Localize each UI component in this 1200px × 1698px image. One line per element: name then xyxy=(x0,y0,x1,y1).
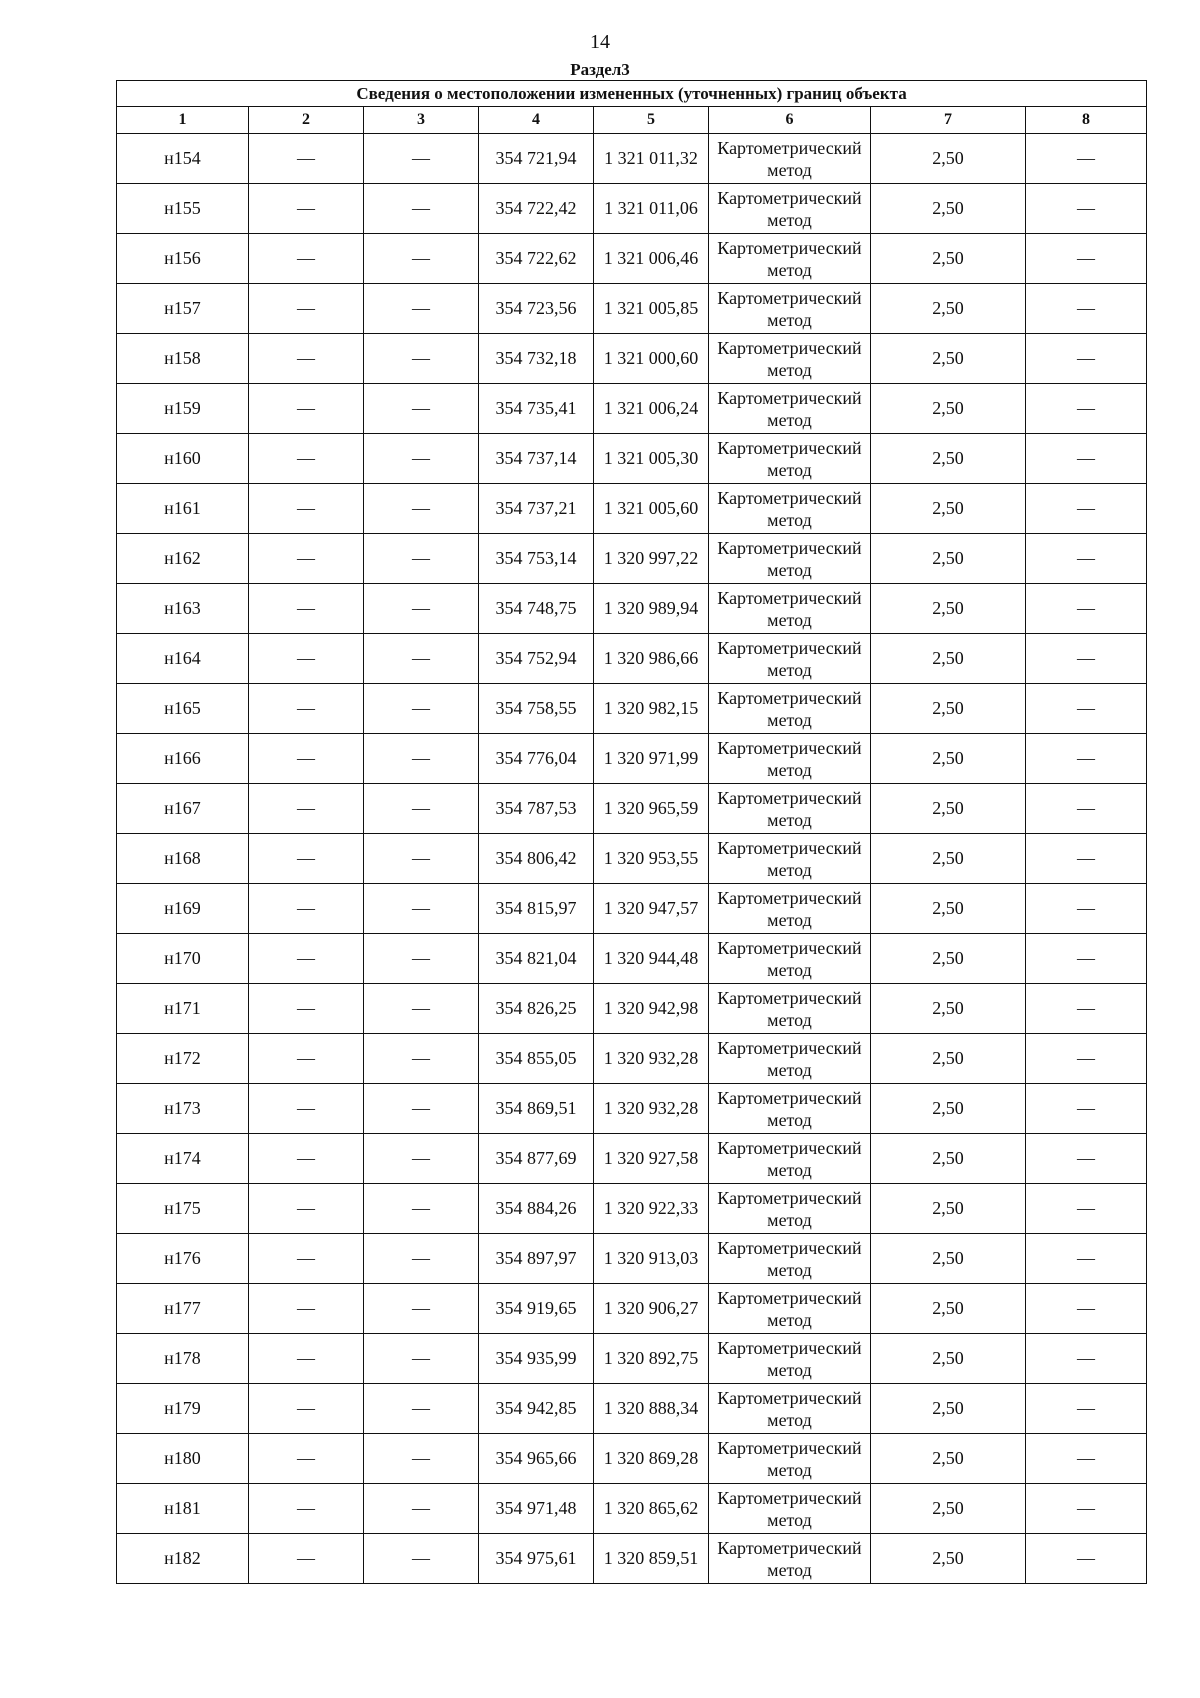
cell-col8: — xyxy=(1026,1534,1147,1584)
coordinate-x: 354 806,42 xyxy=(479,834,594,884)
point-number: н158 xyxy=(117,334,249,384)
cell-col2: — xyxy=(249,334,364,384)
accuracy: 2,50 xyxy=(871,1434,1026,1484)
cell-col3: — xyxy=(364,184,479,234)
cell-col8: — xyxy=(1026,734,1147,784)
coordinate-y: 1 321 005,60 xyxy=(594,484,709,534)
column-number-7: 7 xyxy=(871,107,1026,134)
cell-col2: — xyxy=(249,634,364,684)
table-row xyxy=(117,1084,1147,1134)
column-number-3: 3 xyxy=(364,107,479,134)
table-row xyxy=(117,1134,1147,1184)
accuracy: 2,50 xyxy=(871,1334,1026,1384)
point-number: н181 xyxy=(117,1484,249,1534)
cell-col8: — xyxy=(1026,334,1147,384)
accuracy: 2,50 xyxy=(871,684,1026,734)
coordinate-y: 1 320 922,33 xyxy=(594,1184,709,1234)
coordinate-y: 1 320 944,48 xyxy=(594,934,709,984)
cell-col3: — xyxy=(364,384,479,434)
cell-col2: — xyxy=(249,1534,364,1584)
cell-col8: — xyxy=(1026,184,1147,234)
method: Картометрический метод xyxy=(709,1184,871,1234)
coordinate-x: 354 919,65 xyxy=(479,1284,594,1334)
point-number: н174 xyxy=(117,1134,249,1184)
coordinate-y: 1 320 986,66 xyxy=(594,634,709,684)
table-row xyxy=(117,484,1147,534)
method: Картометрический метод xyxy=(709,1434,871,1484)
cell-col2: — xyxy=(249,1184,364,1234)
point-number: н157 xyxy=(117,284,249,334)
cell-col3: — xyxy=(364,234,479,284)
point-number: н182 xyxy=(117,1534,249,1584)
method: Картометрический метод xyxy=(709,1234,871,1284)
cell-col8: — xyxy=(1026,634,1147,684)
point-number: н176 xyxy=(117,1234,249,1284)
table-row xyxy=(117,884,1147,934)
column-number-6: 6 xyxy=(709,107,871,134)
table-row xyxy=(117,1484,1147,1534)
table-row xyxy=(117,234,1147,284)
coordinate-x: 354 732,18 xyxy=(479,334,594,384)
table-row xyxy=(117,1534,1147,1584)
method: Картометрический метод xyxy=(709,1134,871,1184)
cell-col2: — xyxy=(249,934,364,984)
coordinate-y: 1 320 865,62 xyxy=(594,1484,709,1534)
cell-col8: — xyxy=(1026,1134,1147,1184)
coordinate-y: 1 321 011,06 xyxy=(594,184,709,234)
coordinate-y: 1 321 011,32 xyxy=(594,134,709,184)
method: Картометрический метод xyxy=(709,584,871,634)
cell-col3: — xyxy=(364,284,479,334)
cell-col2: — xyxy=(249,1334,364,1384)
cell-col8: — xyxy=(1026,1184,1147,1234)
coordinate-y: 1 320 997,22 xyxy=(594,534,709,584)
cell-col2: — xyxy=(249,284,364,334)
cell-col8: — xyxy=(1026,984,1147,1034)
point-number: н154 xyxy=(117,134,249,184)
accuracy: 2,50 xyxy=(871,1384,1026,1434)
coordinate-y: 1 321 005,30 xyxy=(594,434,709,484)
method: Картометрический метод xyxy=(709,934,871,984)
column-number-row xyxy=(117,107,1147,134)
cell-col3: — xyxy=(364,1484,479,1534)
coordinate-y: 1 320 965,59 xyxy=(594,784,709,834)
cell-col2: — xyxy=(249,834,364,884)
accuracy: 2,50 xyxy=(871,1084,1026,1134)
coordinate-y: 1 320 982,15 xyxy=(594,684,709,734)
table-row xyxy=(117,584,1147,634)
coordinate-x: 354 935,99 xyxy=(479,1334,594,1384)
point-number: н167 xyxy=(117,784,249,834)
point-number: н155 xyxy=(117,184,249,234)
cell-col8: — xyxy=(1026,1484,1147,1534)
cell-col2: — xyxy=(249,784,364,834)
cell-col2: — xyxy=(249,1134,364,1184)
point-number: н177 xyxy=(117,1284,249,1334)
table-row xyxy=(117,1234,1147,1284)
coordinate-y: 1 320 932,28 xyxy=(594,1034,709,1084)
column-number-8: 8 xyxy=(1026,107,1147,134)
cell-col2: — xyxy=(249,1234,364,1284)
coordinate-x: 354 753,14 xyxy=(479,534,594,584)
table-row xyxy=(117,834,1147,884)
column-number-5: 5 xyxy=(594,107,709,134)
coordinate-x: 354 735,41 xyxy=(479,384,594,434)
cell-col3: — xyxy=(364,334,479,384)
cell-col8: — xyxy=(1026,584,1147,634)
cell-col3: — xyxy=(364,1034,479,1084)
method: Картометрический метод xyxy=(709,284,871,334)
table-row xyxy=(117,1334,1147,1384)
cell-col2: — xyxy=(249,984,364,1034)
method: Картометрический метод xyxy=(709,884,871,934)
coordinate-y: 1 320 906,27 xyxy=(594,1284,709,1334)
cell-col2: — xyxy=(249,734,364,784)
accuracy: 2,50 xyxy=(871,334,1026,384)
accuracy: 2,50 xyxy=(871,434,1026,484)
cell-col3: — xyxy=(364,1084,479,1134)
cell-col3: — xyxy=(364,834,479,884)
point-number: н169 xyxy=(117,884,249,934)
cell-col3: — xyxy=(364,1534,479,1584)
cell-col2: — xyxy=(249,184,364,234)
table-row xyxy=(117,1434,1147,1484)
coordinate-x: 354 787,53 xyxy=(479,784,594,834)
cell-col3: — xyxy=(364,784,479,834)
cell-col8: — xyxy=(1026,884,1147,934)
cell-col2: — xyxy=(249,1434,364,1484)
cell-col3: — xyxy=(364,884,479,934)
accuracy: 2,50 xyxy=(871,584,1026,634)
cell-col2: — xyxy=(249,484,364,534)
cell-col2: — xyxy=(249,384,364,434)
coordinate-x: 354 722,62 xyxy=(479,234,594,284)
page-number: 14 xyxy=(590,31,610,53)
point-number: н166 xyxy=(117,734,249,784)
cell-col8: — xyxy=(1026,1334,1147,1384)
point-number: н173 xyxy=(117,1084,249,1134)
cell-col8: — xyxy=(1026,384,1147,434)
table-row xyxy=(117,434,1147,484)
coordinate-x: 354 748,75 xyxy=(479,584,594,634)
method: Картометрический метод xyxy=(709,134,871,184)
method: Картометрический метод xyxy=(709,1284,871,1334)
cell-col3: — xyxy=(364,584,479,634)
cell-col2: — xyxy=(249,1084,364,1134)
cell-col8: — xyxy=(1026,784,1147,834)
coordinate-y: 1 321 006,24 xyxy=(594,384,709,434)
cell-col3: — xyxy=(364,684,479,734)
coordinate-x: 354 721,94 xyxy=(479,134,594,184)
coordinate-y: 1 320 989,94 xyxy=(594,584,709,634)
cell-col3: — xyxy=(364,1434,479,1484)
cell-col3: — xyxy=(364,984,479,1034)
cell-col2: — xyxy=(249,584,364,634)
coordinate-y: 1 320 892,75 xyxy=(594,1334,709,1384)
accuracy: 2,50 xyxy=(871,934,1026,984)
method: Картометрический метод xyxy=(709,1084,871,1134)
accuracy: 2,50 xyxy=(871,184,1026,234)
cell-col3: — xyxy=(364,484,479,534)
table-row xyxy=(117,1284,1147,1334)
point-number: н179 xyxy=(117,1384,249,1434)
table-row xyxy=(117,984,1147,1034)
cell-col8: — xyxy=(1026,1084,1147,1134)
method: Картометрический метод xyxy=(709,534,871,584)
accuracy: 2,50 xyxy=(871,1284,1026,1334)
table-row xyxy=(117,134,1147,184)
accuracy: 2,50 xyxy=(871,1034,1026,1084)
cell-col2: — xyxy=(249,1384,364,1434)
coordinate-y: 1 321 000,60 xyxy=(594,334,709,384)
cell-col8: — xyxy=(1026,534,1147,584)
coordinate-y: 1 320 913,03 xyxy=(594,1234,709,1284)
cell-col8: — xyxy=(1026,284,1147,334)
cell-col2: — xyxy=(249,884,364,934)
cell-col3: — xyxy=(364,134,479,184)
table-caption-row xyxy=(117,81,1147,107)
coordinate-y: 1 320 932,28 xyxy=(594,1084,709,1134)
accuracy: 2,50 xyxy=(871,884,1026,934)
cell-col3: — xyxy=(364,534,479,584)
coordinate-x: 354 869,51 xyxy=(479,1084,594,1134)
accuracy: 2,50 xyxy=(871,1184,1026,1234)
coordinate-x: 354 855,05 xyxy=(479,1034,594,1084)
method: Картометрический метод xyxy=(709,184,871,234)
table-row xyxy=(117,1184,1147,1234)
coordinate-x: 354 722,42 xyxy=(479,184,594,234)
accuracy: 2,50 xyxy=(871,484,1026,534)
coordinate-x: 354 942,85 xyxy=(479,1384,594,1434)
cell-col8: — xyxy=(1026,1384,1147,1434)
point-number: н172 xyxy=(117,1034,249,1084)
coordinate-x: 354 965,66 xyxy=(479,1434,594,1484)
cell-col8: — xyxy=(1026,134,1147,184)
table-row xyxy=(117,784,1147,834)
cell-col8: — xyxy=(1026,684,1147,734)
method: Картометрический метод xyxy=(709,234,871,284)
method: Картометрический метод xyxy=(709,734,871,784)
cell-col3: — xyxy=(364,1334,479,1384)
cell-col3: — xyxy=(364,634,479,684)
coordinate-y: 1 320 927,58 xyxy=(594,1134,709,1184)
cell-col3: — xyxy=(364,434,479,484)
cell-col8: — xyxy=(1026,1234,1147,1284)
point-number: н178 xyxy=(117,1334,249,1384)
coordinate-y: 1 320 859,51 xyxy=(594,1534,709,1584)
accuracy: 2,50 xyxy=(871,734,1026,784)
method: Картометрический метод xyxy=(709,634,871,684)
coordinate-y: 1 320 947,57 xyxy=(594,884,709,934)
point-number: н170 xyxy=(117,934,249,984)
table-row xyxy=(117,334,1147,384)
section-title: Раздел3 xyxy=(570,60,630,79)
cell-col2: — xyxy=(249,434,364,484)
point-number: н175 xyxy=(117,1184,249,1234)
coordinate-x: 354 971,48 xyxy=(479,1484,594,1534)
point-number: н159 xyxy=(117,384,249,434)
coordinate-x: 354 752,94 xyxy=(479,634,594,684)
point-number: н165 xyxy=(117,684,249,734)
cell-col2: — xyxy=(249,1484,364,1534)
boundary-coordinates-table xyxy=(116,80,1147,1584)
cell-col8: — xyxy=(1026,1434,1147,1484)
table-row xyxy=(117,384,1147,434)
accuracy: 2,50 xyxy=(871,534,1026,584)
table-row xyxy=(117,1384,1147,1434)
coordinate-y: 1 320 953,55 xyxy=(594,834,709,884)
point-number: н180 xyxy=(117,1434,249,1484)
coordinate-x: 354 877,69 xyxy=(479,1134,594,1184)
point-number: н162 xyxy=(117,534,249,584)
cell-col8: — xyxy=(1026,234,1147,284)
accuracy: 2,50 xyxy=(871,234,1026,284)
cell-col3: — xyxy=(364,1284,479,1334)
coordinate-y: 1 320 888,34 xyxy=(594,1384,709,1434)
accuracy: 2,50 xyxy=(871,984,1026,1034)
coordinate-x: 354 815,97 xyxy=(479,884,594,934)
table-row xyxy=(117,734,1147,784)
table-row xyxy=(117,1034,1147,1084)
accuracy: 2,50 xyxy=(871,1484,1026,1534)
point-number: н168 xyxy=(117,834,249,884)
accuracy: 2,50 xyxy=(871,1234,1026,1284)
cell-col3: — xyxy=(364,734,479,784)
table-row xyxy=(117,184,1147,234)
method: Картометрический метод xyxy=(709,1534,871,1584)
cell-col3: — xyxy=(364,1234,479,1284)
coordinate-x: 354 776,04 xyxy=(479,734,594,784)
coordinate-y: 1 320 942,98 xyxy=(594,984,709,1034)
coordinate-y: 1 320 869,28 xyxy=(594,1434,709,1484)
cell-col2: — xyxy=(249,1284,364,1334)
coordinate-x: 354 737,14 xyxy=(479,434,594,484)
accuracy: 2,50 xyxy=(871,284,1026,334)
method: Картометрический метод xyxy=(709,784,871,834)
table-body xyxy=(117,134,1147,1584)
method: Картометрический метод xyxy=(709,484,871,534)
accuracy: 2,50 xyxy=(871,384,1026,434)
accuracy: 2,50 xyxy=(871,1534,1026,1584)
coordinate-x: 354 737,21 xyxy=(479,484,594,534)
cell-col2: — xyxy=(249,134,364,184)
cell-col8: — xyxy=(1026,484,1147,534)
cell-col3: — xyxy=(364,1384,479,1434)
coordinate-x: 354 884,26 xyxy=(479,1184,594,1234)
cell-col3: — xyxy=(364,1184,479,1234)
method: Картометрический метод xyxy=(709,1484,871,1534)
column-number-2: 2 xyxy=(249,107,364,134)
method: Картометрический метод xyxy=(709,684,871,734)
cell-col2: — xyxy=(249,534,364,584)
column-number-1: 1 xyxy=(117,107,249,134)
coordinate-x: 354 897,97 xyxy=(479,1234,594,1284)
method: Картометрический метод xyxy=(709,434,871,484)
table-caption: Сведения о местоположении измененных (уточненных) границ объекта xyxy=(117,81,1147,107)
cell-col2: — xyxy=(249,234,364,284)
coordinate-y: 1 320 971,99 xyxy=(594,734,709,784)
accuracy: 2,50 xyxy=(871,634,1026,684)
table-row xyxy=(117,534,1147,584)
cell-col8: — xyxy=(1026,1034,1147,1084)
method: Картометрический метод xyxy=(709,1034,871,1084)
cell-col8: — xyxy=(1026,934,1147,984)
method: Картометрический метод xyxy=(709,334,871,384)
accuracy: 2,50 xyxy=(871,134,1026,184)
cell-col2: — xyxy=(249,684,364,734)
cell-col8: — xyxy=(1026,434,1147,484)
point-number: н163 xyxy=(117,584,249,634)
table-row xyxy=(117,684,1147,734)
accuracy: 2,50 xyxy=(871,834,1026,884)
coordinate-x: 354 723,56 xyxy=(479,284,594,334)
table-row xyxy=(117,284,1147,334)
coordinate-x: 354 826,25 xyxy=(479,984,594,1034)
coordinate-y: 1 321 005,85 xyxy=(594,284,709,334)
coordinate-x: 354 758,55 xyxy=(479,684,594,734)
point-number: н171 xyxy=(117,984,249,1034)
cell-col2: — xyxy=(249,1034,364,1084)
method: Картометрический метод xyxy=(709,834,871,884)
accuracy: 2,50 xyxy=(871,1134,1026,1184)
point-number: н160 xyxy=(117,434,249,484)
accuracy: 2,50 xyxy=(871,784,1026,834)
coordinate-x: 354 821,04 xyxy=(479,934,594,984)
point-number: н161 xyxy=(117,484,249,534)
column-number-4: 4 xyxy=(479,107,594,134)
cell-col8: — xyxy=(1026,1284,1147,1334)
point-number: н164 xyxy=(117,634,249,684)
method: Картометрический метод xyxy=(709,1334,871,1384)
method: Картометрический метод xyxy=(709,984,871,1034)
point-number: н156 xyxy=(117,234,249,284)
coordinate-x: 354 975,61 xyxy=(479,1534,594,1584)
cell-col8: — xyxy=(1026,834,1147,884)
method: Картометрический метод xyxy=(709,1384,871,1434)
cell-col3: — xyxy=(364,1134,479,1184)
method: Картометрический метод xyxy=(709,384,871,434)
coordinate-y: 1 321 006,46 xyxy=(594,234,709,284)
table-row xyxy=(117,934,1147,984)
cell-col3: — xyxy=(364,934,479,984)
table-row xyxy=(117,634,1147,684)
